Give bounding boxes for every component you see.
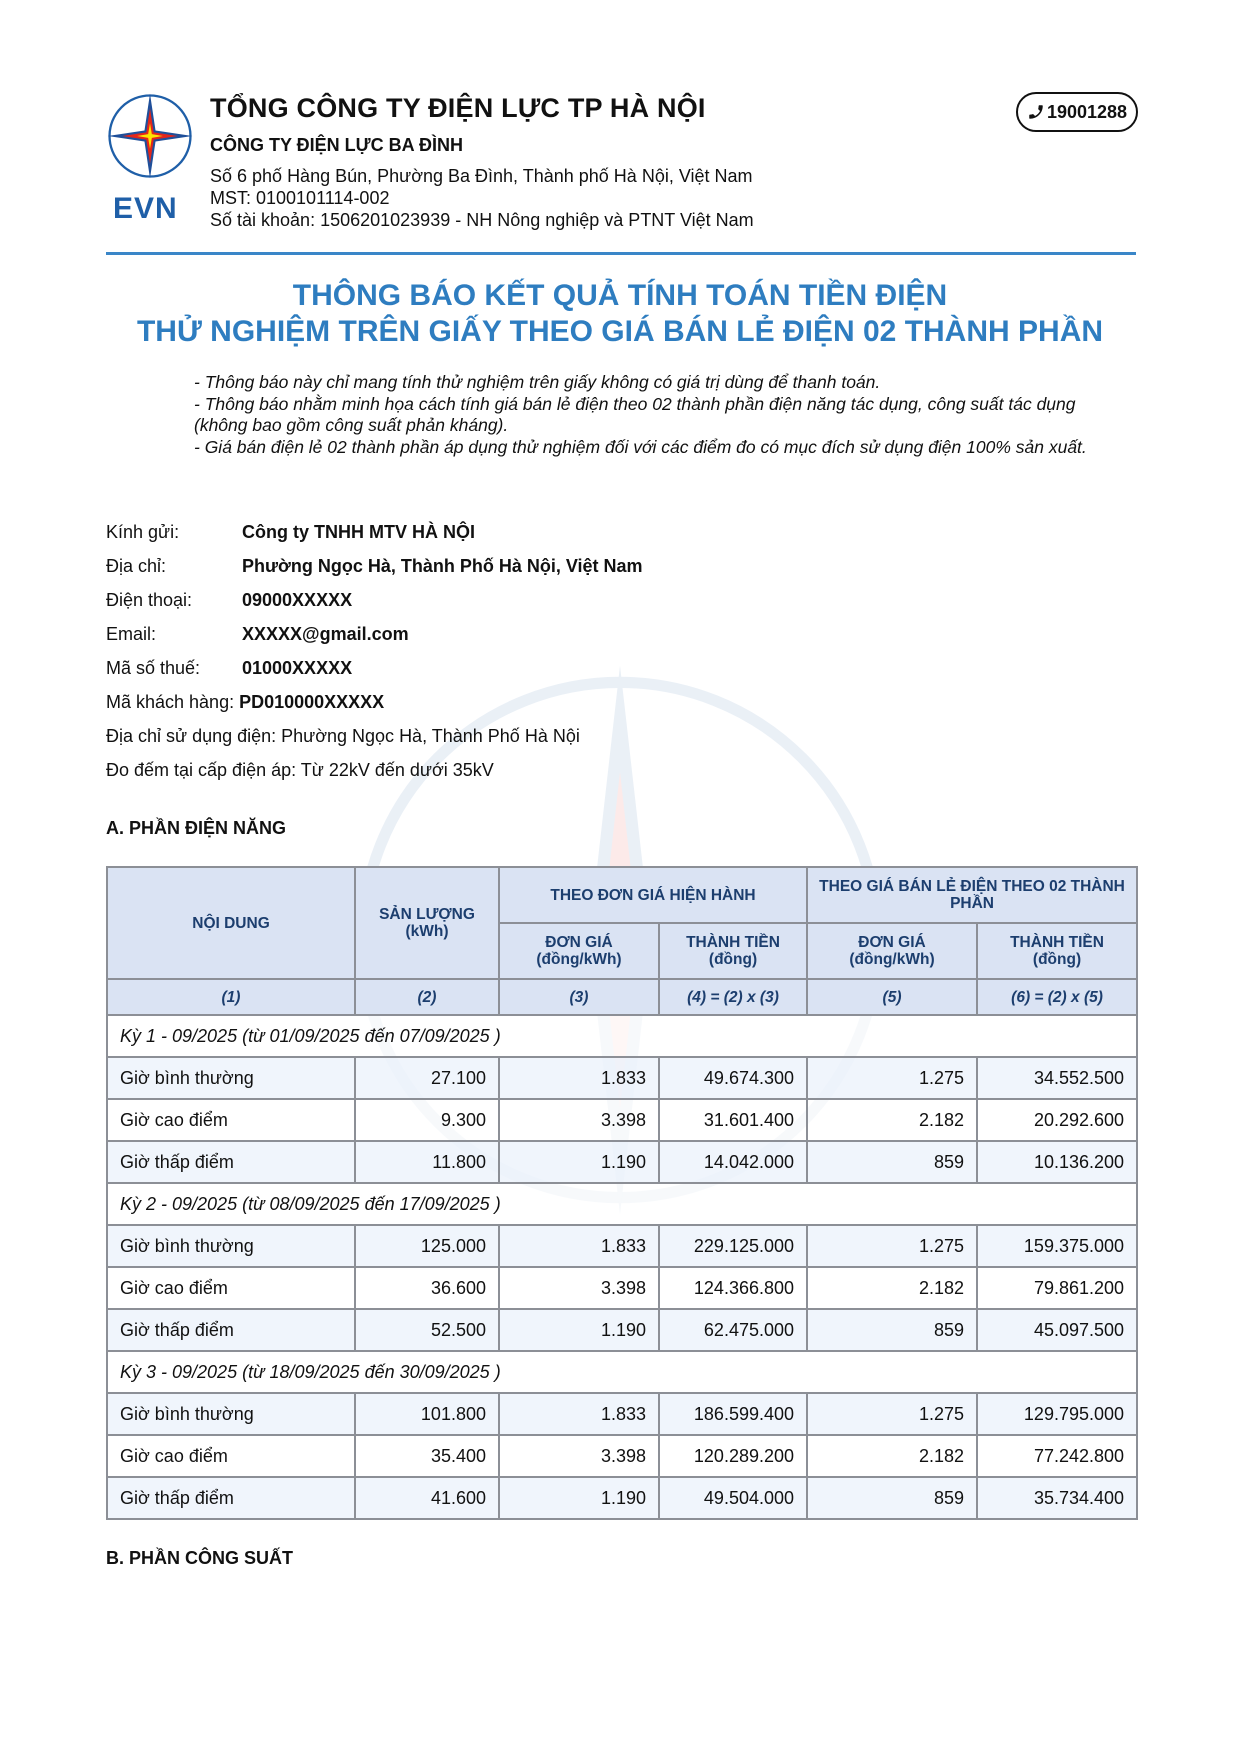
index-cell: (1) <box>107 979 355 1015</box>
parent-org-name: TỔNG CÔNG TY ĐIỆN LỰC TP HÀ NỘI <box>210 93 706 123</box>
period-row <box>107 1183 1137 1225</box>
title-line-2: THỬ NGHIỆM TRÊN GIẤY THEO GIÁ BÁN LẺ ĐIỆN 02 THÀNH PHẦN <box>136 315 1104 348</box>
output-cell: 27.100 <box>355 1057 499 1099</box>
index-cell: (2) <box>355 979 499 1015</box>
index-cell: (6) = (2) x (5) <box>977 979 1137 1015</box>
amount-2-cell: 20.292.600 <box>977 1099 1137 1141</box>
time-band: Giờ thấp điểm <box>107 1477 355 1519</box>
amount-cell: 62.475.000 <box>659 1309 807 1351</box>
col-header-amount: THÀNH TIỀN (đồng) <box>659 923 807 979</box>
disclaimer-notes <box>194 372 1114 458</box>
table-row <box>107 1225 1137 1267</box>
amount-cell: 49.504.000 <box>659 1477 807 1519</box>
recipient-value: Công ty TNHH MTV HÀ NỘI <box>242 522 475 542</box>
unit-price-cell: 1.833 <box>499 1225 659 1267</box>
phone-label: Điện thoại: <box>106 590 193 610</box>
evn-star-icon <box>104 90 196 182</box>
tax-label: Mã số thuế: <box>106 658 201 678</box>
period-row <box>107 1351 1137 1393</box>
period-label: Kỳ 3 - 09/2025 (từ 18/09/2025 đến 30/09/2025 ) <box>107 1351 1137 1393</box>
unit-price-cell: 1.190 <box>499 1141 659 1183</box>
table-row <box>107 1477 1137 1519</box>
amount-cell: 49.674.300 <box>659 1057 807 1099</box>
period-label: Kỳ 1 - 09/2025 (từ 01/09/2025 đến 07/09/2025 ) <box>107 1015 1137 1057</box>
customer-code-label: Mã khách hàng: <box>106 692 235 712</box>
unit-price-2-cell: 859 <box>807 1477 977 1519</box>
address-value: Phường Ngọc Hà, Thành Phố Hà Nội, Việt Nam <box>242 556 643 576</box>
customer-code-value: PD010000XXXXX <box>239 692 385 712</box>
table-row <box>107 1267 1137 1309</box>
time-band: Giờ bình thường <box>107 1393 355 1435</box>
unit-price-cell: 3.398 <box>499 1435 659 1477</box>
period-label: Kỳ 2 - 09/2025 (từ 08/09/2025 đến 17/09/2025 ) <box>107 1183 1137 1225</box>
amount-cell: 229.125.000 <box>659 1225 807 1267</box>
org-address: Số 6 phố Hàng Bún, Phường Ba Đình, Thành phố Hà Nội, Việt Nam <box>210 166 753 186</box>
index-cell: (3) <box>499 979 659 1015</box>
table-row <box>107 1057 1137 1099</box>
amount-2-cell: 79.861.200 <box>977 1267 1137 1309</box>
col-header-unit-price-2: ĐƠN GIÁ (đồng/kWh) <box>807 923 977 979</box>
amount-2-cell: 77.242.800 <box>977 1435 1137 1477</box>
section-a-heading: A. PHẦN ĐIỆN NĂNG <box>106 818 287 838</box>
output-cell: 52.500 <box>355 1309 499 1351</box>
evn-logo <box>104 90 200 182</box>
table-row <box>107 1141 1137 1183</box>
unit-price-cell: 1.190 <box>499 1477 659 1519</box>
output-cell: 35.400 <box>355 1435 499 1477</box>
unit-price-2-cell: 2.182 <box>807 1435 977 1477</box>
group-header-current: THEO ĐƠN GIÁ HIỆN HÀNH <box>499 867 807 923</box>
recipient-label: Kính gửi: <box>106 522 180 542</box>
company-header <box>210 92 754 231</box>
unit-price-2-cell: 1.275 <box>807 1393 977 1435</box>
amount-2-cell: 45.097.500 <box>977 1309 1137 1351</box>
document-title <box>100 278 1140 350</box>
output-cell: 125.000 <box>355 1225 499 1267</box>
customer-info <box>106 520 806 792</box>
period-row <box>107 1015 1137 1057</box>
amount-cell: 186.599.400 <box>659 1393 807 1435</box>
evn-logo-text: EVN <box>113 192 178 225</box>
phone-value: 09000XXXXX <box>242 590 353 610</box>
col-header-content: NỘI DUNG <box>107 867 355 979</box>
email-label: Email: <box>106 624 157 644</box>
index-cell: (4) = (2) x (3) <box>659 979 807 1015</box>
amount-cell: 31.601.400 <box>659 1099 807 1141</box>
title-line-1: THÔNG BÁO KẾT QUẢ TÍNH TOÁN TIỀN ĐIỆN <box>292 279 948 312</box>
time-band: Giờ bình thường <box>107 1225 355 1267</box>
address-label: Địa chỉ: <box>106 556 167 576</box>
amount-2-cell: 35.734.400 <box>977 1477 1137 1519</box>
time-band: Giờ cao điểm <box>107 1435 355 1477</box>
time-band: Giờ thấp điểm <box>107 1309 355 1351</box>
output-cell: 36.600 <box>355 1267 499 1309</box>
table-row <box>107 1435 1137 1477</box>
col-header-amount-2: THÀNH TIỀN (đồng) <box>977 923 1137 979</box>
header-divider <box>106 252 1136 255</box>
amount-2-cell: 129.795.000 <box>977 1393 1137 1435</box>
table-row <box>107 1309 1137 1351</box>
unit-price-cell: 1.833 <box>499 1057 659 1099</box>
amount-cell: 120.289.200 <box>659 1435 807 1477</box>
amount-2-cell: 10.136.200 <box>977 1141 1137 1183</box>
time-band: Giờ cao điểm <box>107 1267 355 1309</box>
tax-value: 01000XXXXX <box>242 658 353 678</box>
time-band: Giờ bình thường <box>107 1057 355 1099</box>
section-b-heading: B. PHẦN CÔNG SUẤT <box>106 1548 294 1568</box>
table-row <box>107 1099 1137 1141</box>
unit-price-cell: 1.833 <box>499 1393 659 1435</box>
unit-price-cell: 1.190 <box>499 1309 659 1351</box>
amount-2-cell: 34.552.500 <box>977 1057 1137 1099</box>
unit-price-cell: 3.398 <box>499 1267 659 1309</box>
unit-price-2-cell: 1.275 <box>807 1057 977 1099</box>
voltage-level: Đo đếm tại cấp điện áp: Từ 22kV đến dưới 35kV <box>106 760 494 780</box>
unit-price-2-cell: 2.182 <box>807 1267 977 1309</box>
unit-price-2-cell: 859 <box>807 1141 977 1183</box>
index-cell: (5) <box>807 979 977 1015</box>
hotline-number: 19001288 <box>1046 101 1128 122</box>
energy-table <box>106 866 1138 1520</box>
org-bank-account: Số tài khoản: 1506201023939 - NH Nông nghiệp và PTNT Việt Nam <box>210 210 754 230</box>
note-item: - Giá bán điện lẻ 02 thành phần áp dụng thử nghiệm đối với các điểm đo có mục đích sử dụng điện 100% sản xuất. <box>194 436 1087 457</box>
unit-price-2-cell: 859 <box>807 1309 977 1351</box>
col-header-unit-price: ĐƠN GIÁ (đồng/kWh) <box>499 923 659 979</box>
time-band: Giờ cao điểm <box>107 1099 355 1141</box>
amount-cell: 14.042.000 <box>659 1141 807 1183</box>
output-cell: 9.300 <box>355 1099 499 1141</box>
org-name: CÔNG TY ĐIỆN LỰC BA ĐÌNH <box>210 135 463 155</box>
unit-price-2-cell: 2.182 <box>807 1099 977 1141</box>
note-item: - Thông báo này chỉ mang tính thử nghiệm trên giấy không có giá trị dùng để thanh toán. <box>194 372 881 392</box>
email-value: XXXXX@gmail.com <box>242 624 409 644</box>
unit-price-cell: 3.398 <box>499 1099 659 1141</box>
amount-2-cell: 159.375.000 <box>977 1225 1137 1267</box>
amount-cell: 124.366.800 <box>659 1267 807 1309</box>
output-cell: 101.800 <box>355 1393 499 1435</box>
time-band: Giờ thấp điểm <box>107 1141 355 1183</box>
unit-price-2-cell: 1.275 <box>807 1225 977 1267</box>
org-tax-code: MST: 0100101114-002 <box>210 188 390 208</box>
hotline-badge[interactable] <box>1016 92 1138 132</box>
output-cell: 11.800 <box>355 1141 499 1183</box>
usage-address: Địa chỉ sử dụng điện: Phường Ngọc Hà, Thành Phố Hà Nội <box>106 726 580 746</box>
table-row <box>107 1393 1137 1435</box>
output-cell: 41.600 <box>355 1477 499 1519</box>
note-item: - Thông báo nhằm minh họa cách tính giá bán lẻ điện theo 02 thành phần điện năng tác dụng, công suất tác dụng (không bao gồm công suất phản kháng). <box>194 393 1076 435</box>
phone-icon <box>1027 102 1045 122</box>
col-header-output: SẢN LƯỢNG (kWh) <box>355 867 499 979</box>
group-header-two-part: THEO GIÁ BÁN LẺ ĐIỆN THEO 02 THÀNH PHẦN <box>807 867 1137 923</box>
